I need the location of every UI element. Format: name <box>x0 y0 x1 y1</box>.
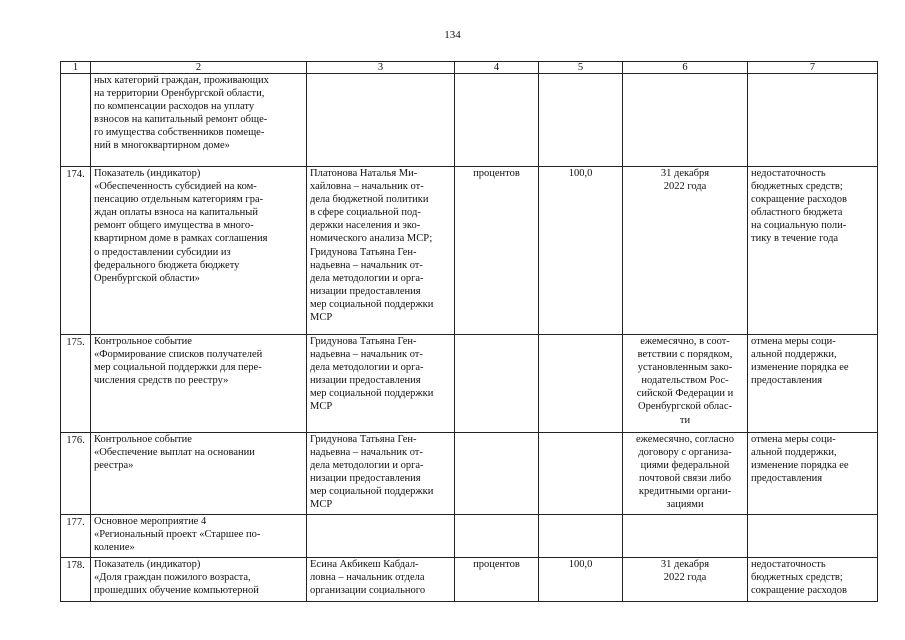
row-responsible <box>307 515 455 558</box>
table-row <box>61 433 878 515</box>
row-responsible: Платонова Наталья Ми- хайловна – начальник от- дела бюджетной политики в сфере социальной под- держки населения и эко- номического анализа МСР; Гридунова Татьяна Ген- надьевна – начальник от- дела методологии и орга- низации предоставления мер социальной поддержки МСР <box>307 167 455 335</box>
header-cell: 6 <box>623 62 748 74</box>
table-row <box>61 74 878 167</box>
row-value <box>539 515 623 558</box>
row-term <box>623 74 748 167</box>
row-number: 178. <box>61 558 91 602</box>
row-value: 100,0 <box>539 167 623 335</box>
row-term <box>623 515 748 558</box>
header-cell: 7 <box>748 62 878 74</box>
row-name: Основное мероприятие 4 «Региональный проект «Старшее по- коление» <box>91 515 307 558</box>
row-risks: недостаточность бюджетных средств; сокращение расходов <box>748 558 878 602</box>
row-number: 174. <box>61 167 91 335</box>
page-number: 134 <box>444 29 461 41</box>
row-responsible: Гридунова Татьяна Ген- надьевна – начальник от- дела методологии и орга- низации предоставления мер социальной поддержки МСР <box>307 433 455 515</box>
row-number: 175. <box>61 335 91 433</box>
table-row <box>61 335 878 433</box>
row-risks <box>748 515 878 558</box>
row-risks: недостаточность бюджетных средств; сокращение расходов областного бюджета на социальную поли- тику в течение года <box>748 167 878 335</box>
row-risks: отмена меры соци- альной поддержки, изменение порядка ее предоставления <box>748 335 878 433</box>
row-value <box>539 74 623 167</box>
row-term: 31 декабря 2022 года <box>623 167 748 335</box>
row-term: ежемесячно, в соот- ветствии с порядком, установленным зако- нодательством Рос- сийской Федерации и Оренбургской облас- ти <box>623 335 748 433</box>
row-responsible: Есина Акбикеш Кабдал- ловна – начальник отдела организации социального <box>307 558 455 602</box>
row-term: 31 декабря 2022 года <box>623 558 748 602</box>
header-cell: 2 <box>91 62 307 74</box>
row-number <box>61 74 91 167</box>
row-unit: процентов <box>455 558 539 602</box>
row-term: ежемесячно, согласно договору с организа- циями федеральной почтовой связи либо кредитными органи- зациями <box>623 433 748 515</box>
table-row <box>61 167 878 335</box>
row-name: Контрольное событие «Формирование списков получателей мер социальной поддержки для пере- числения средств по реестру» <box>91 335 307 433</box>
header-cell: 1 <box>61 62 91 74</box>
plan-table <box>60 61 878 602</box>
row-name: Показатель (индикатор) «Доля граждан пожилого возраста, прошедших обучение компьютерной <box>91 558 307 602</box>
row-name: ных категорий граждан, проживающих на территории Оренбургской области, по компенсации расходов на уплату взносов на капитальный ремонт обще- го имущества собственников помеще- ний в многоквартирном доме» <box>91 74 307 167</box>
header-cell: 3 <box>307 62 455 74</box>
table-row <box>61 515 878 558</box>
row-name: Показатель (индикатор) «Обеспеченность субсидией на ком- пенсацию отдельным категориям гра- ждан оплаты взноса на капитальный ремонт общего имущества в много- квартирном доме в рамках соглашения о предоставлении субсидии из федерального бюджета бюджету Оренбургской области» <box>91 167 307 335</box>
header-cell: 4 <box>455 62 539 74</box>
row-unit: процентов <box>455 167 539 335</box>
row-unit <box>455 74 539 167</box>
row-responsible <box>307 74 455 167</box>
row-risks: отмена меры соци- альной поддержки, изменение порядка ее предоставления <box>748 433 878 515</box>
row-number: 176. <box>61 433 91 515</box>
row-risks <box>748 74 878 167</box>
row-number: 177. <box>61 515 91 558</box>
row-value <box>539 335 623 433</box>
row-unit <box>455 335 539 433</box>
row-unit <box>455 433 539 515</box>
row-value <box>539 433 623 515</box>
row-name: Контрольное событие «Обеспечение выплат на основании реестра» <box>91 433 307 515</box>
row-responsible: Гридунова Татьяна Ген- надьевна – начальник от- дела методологии и орга- низации предоставления мер социальной поддержки МСР <box>307 335 455 433</box>
row-value: 100,0 <box>539 558 623 602</box>
header-cell: 5 <box>539 62 623 74</box>
table-row <box>61 558 878 602</box>
row-unit <box>455 515 539 558</box>
header-row <box>61 62 878 74</box>
